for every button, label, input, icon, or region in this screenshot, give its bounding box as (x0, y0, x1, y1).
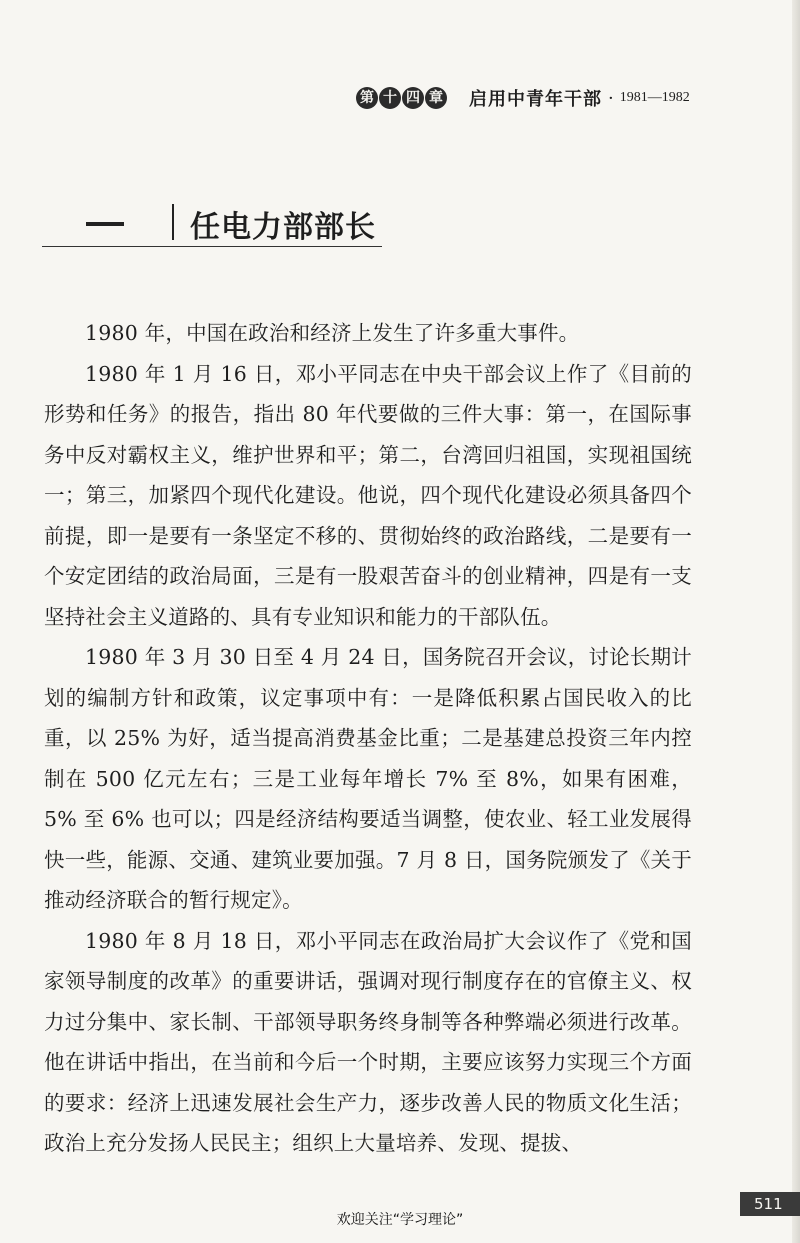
body-text (44, 313, 692, 1164)
chapter-char: 第 (356, 87, 378, 109)
header-separator: · (608, 87, 614, 109)
paragraph: 1980 年 8 月 18 日，邓小平同志在政治局扩大会议作了《党和国家领导制度的改革》的重要讲话，强调对现行制度存在的官僚主义、权力过分集中、家长制、干部领导职务终身制等各种弊端必须进行改革。他在讲话中指出，在当前和今后一个时期，主要应该努力实现三个方面的要求：经济上迅速发展社会生产力，逐步改善人民的物质文化生活；政治上充分发扬人民民主；组织上大量培养、发现、提拔、 (44, 928, 692, 1155)
paragraph: 1980 年 1 月 16 日，邓小平同志在中央干部会议上作了《目前的形势和任务》的报告，指出 80 年代要做的三件大事：第一，在国际事务中反对霸权主义，维护世界和平；第二，台湾回归祖国，实现祖国统一；第三，加紧四个现代化建设。他说，四个现代化建设必须具备四个前提，即一是要有一条坚定不移的、贯彻始终的政治路线，二是要有一个安定团结的政治局面，三是有一股艰苦奋斗的创业精神，四是有一支坚持社会主义道路的、具有专业知识和能力的干部队伍。 (44, 361, 692, 629)
section-divider (172, 204, 174, 240)
footer-note: 欢迎关注“学习理论” (336, 1212, 464, 1228)
section-number-mark (86, 222, 124, 226)
chapter-label (356, 87, 447, 109)
chapter-years: 1981—1982 (619, 90, 690, 105)
paragraph: 1980 年 3 月 30 日至 4 月 24 日，国务院召开会议，讨论长期计划的编制方针和政策，议定事项中有：一是降低积累占国民收入的比重，以 25% 为好，适当提高消费基金比重；二是基建总投资三年内控制在 500 亿元左右；三是工业每年增长 7% 至 8%，如果有困难，5% 至 6% 也可以；四是经济结构要适当调整，使农业、轻工业发展得快一些，能源、交通、建筑业要加强。7 月 8 日，国务院颁发了《关于推动经济联合的暂行规定》。 (44, 645, 692, 912)
page-edge (792, 0, 800, 1243)
page-number: 511 (740, 1192, 800, 1216)
running-header (356, 82, 700, 114)
chapter-title: 启用中青年干部 (469, 89, 602, 110)
section-heading (42, 198, 382, 247)
chapter-char: 十 (379, 87, 401, 109)
section-title: 任电力部部长 (190, 210, 376, 245)
chapter-char: 章 (425, 87, 447, 109)
chapter-char: 四 (402, 87, 424, 109)
paragraph: 1980 年，中国在政治和经济上发生了许多重大事件。 (85, 321, 580, 345)
